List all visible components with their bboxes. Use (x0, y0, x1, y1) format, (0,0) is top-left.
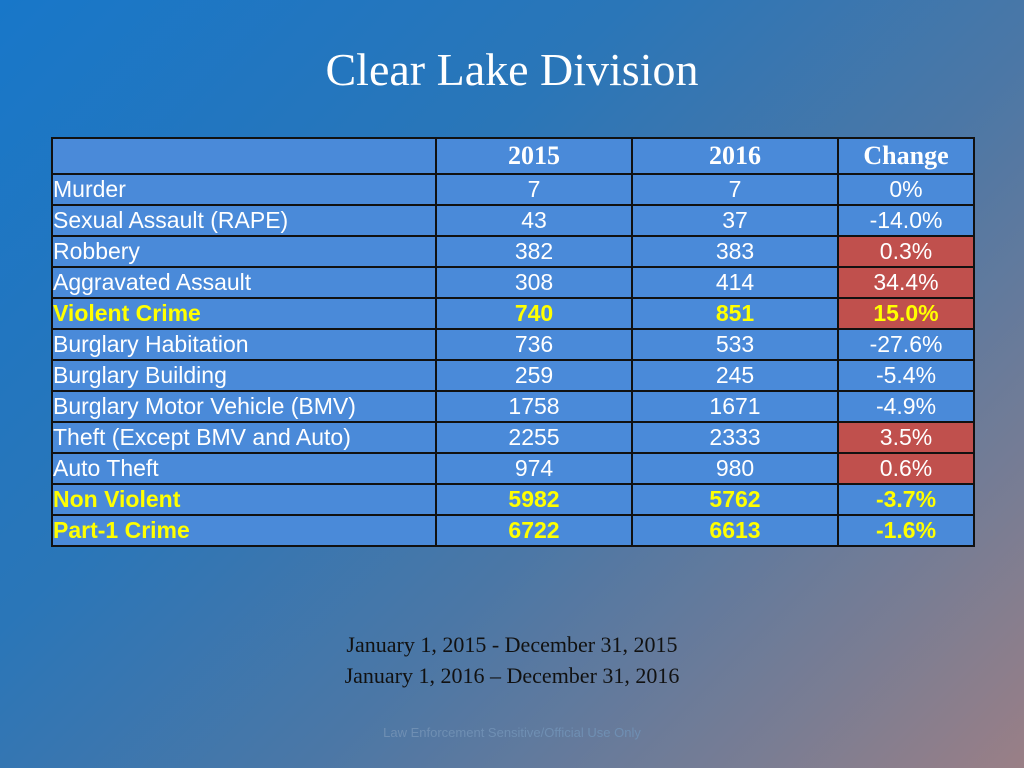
row-label: Violent Crime (52, 298, 436, 329)
table-row (52, 174, 974, 205)
table-row (52, 267, 974, 298)
value-2015: 7 (436, 174, 632, 205)
value-2015: 974 (436, 453, 632, 484)
header-2016: 2016 (632, 138, 838, 174)
value-2015: 382 (436, 236, 632, 267)
value-change-increase: 15.0% (838, 298, 974, 329)
table-row (52, 422, 974, 453)
table-row (52, 236, 974, 267)
header-2015: 2015 (436, 138, 632, 174)
row-label: Aggravated Assault (52, 267, 436, 298)
value-change-increase: 3.5% (838, 422, 974, 453)
value-change: -5.4% (838, 360, 974, 391)
value-2015: 5982 (436, 484, 632, 515)
row-label: Part-1 Crime (52, 515, 436, 546)
value-2016: 37 (632, 205, 838, 236)
header-change: Change (838, 138, 974, 174)
table-row (52, 453, 974, 484)
crime-statistics-table (51, 137, 975, 547)
date-range-2016: January 1, 2016 – December 31, 2016 (344, 663, 680, 688)
value-2016: 383 (632, 236, 838, 267)
table-row-summary (52, 298, 974, 329)
table-header-row (52, 138, 974, 174)
footer-classification-note: Law Enforcement Sensitive/Official Use Only (383, 725, 641, 740)
value-change: -14.0% (838, 205, 974, 236)
table-row (52, 360, 974, 391)
row-label: Non Violent (52, 484, 436, 515)
value-change: -1.6% (838, 515, 974, 546)
value-2016: 6613 (632, 515, 838, 546)
row-label: Burglary Habitation (52, 329, 436, 360)
row-label: Burglary Building (52, 360, 436, 391)
value-2016: 980 (632, 453, 838, 484)
value-2015: 2255 (436, 422, 632, 453)
value-change-increase: 0.3% (838, 236, 974, 267)
value-2016: 533 (632, 329, 838, 360)
value-2016: 414 (632, 267, 838, 298)
value-change: -4.9% (838, 391, 974, 422)
value-2015: 740 (436, 298, 632, 329)
date-range-2015: January 1, 2015 - December 31, 2015 (346, 632, 678, 657)
value-2016: 7 (632, 174, 838, 205)
row-label: Murder (52, 174, 436, 205)
value-change: -3.7% (838, 484, 974, 515)
value-2016: 1671 (632, 391, 838, 422)
value-change: 0% (838, 174, 974, 205)
table-row (52, 391, 974, 422)
value-2016: 245 (632, 360, 838, 391)
value-change-increase: 34.4% (838, 267, 974, 298)
row-label: Sexual Assault (RAPE) (52, 205, 436, 236)
header-blank (52, 138, 436, 174)
table-row-summary (52, 515, 974, 546)
value-2015: 308 (436, 267, 632, 298)
value-change: -27.6% (838, 329, 974, 360)
row-label: Theft (Except BMV and Auto) (52, 422, 436, 453)
value-2016: 2333 (632, 422, 838, 453)
row-label: Robbery (52, 236, 436, 267)
table-row-summary (52, 484, 974, 515)
value-2015: 6722 (436, 515, 632, 546)
value-change-increase: 0.6% (838, 453, 974, 484)
row-label: Auto Theft (52, 453, 436, 484)
table-row (52, 329, 974, 360)
value-2016: 5762 (632, 484, 838, 515)
value-2015: 259 (436, 360, 632, 391)
value-2016: 851 (632, 298, 838, 329)
slide-title: Clear Lake Division (325, 44, 699, 95)
value-2015: 43 (436, 205, 632, 236)
value-2015: 1758 (436, 391, 632, 422)
table-row (52, 205, 974, 236)
row-label: Burglary Motor Vehicle (BMV) (52, 391, 436, 422)
value-2015: 736 (436, 329, 632, 360)
